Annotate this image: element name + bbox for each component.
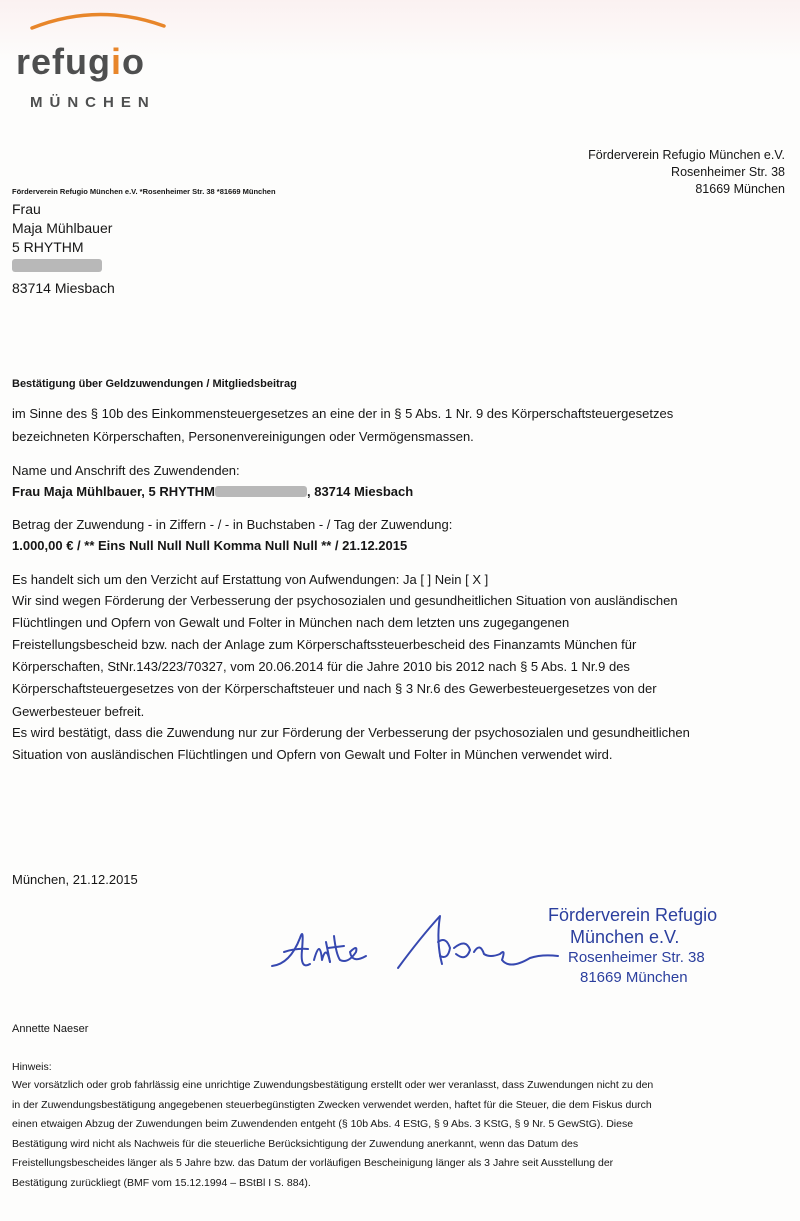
place-date: München, 21.12.2015 xyxy=(12,872,138,887)
sender-street: Rosenheimer Str. 38 xyxy=(671,165,785,179)
logo-wordmark: refugio xyxy=(16,41,146,82)
stamp-line-2: München e.V. xyxy=(570,927,680,947)
stamp-line-3: Rosenheimer Str. 38 xyxy=(568,949,705,966)
signature-icon xyxy=(270,908,560,988)
note-line-1: Wer vorsätzlich oder grob fahrlässig eine unrichtige Zuwendungsbestätigung erstellt oder wer veranlasst, dass Zuwendungen nicht zu den xyxy=(12,1079,654,1091)
note-line-6: Bestätigung zurückliegt (BMF vom 15.12.1994 – BStBl I S. 884). xyxy=(12,1177,311,1189)
donor-value-b: , 83714 Miesbach xyxy=(306,484,414,499)
donor-value xyxy=(12,481,797,502)
amount-label: Betrag der Zuwendung - in Ziffern - / - in Buchstaben - / Tag der Zuwendung: xyxy=(12,517,453,532)
intro-line-2: bezeichneten Körperschaften, Personenvereinigungen oder Vermögensmassen. xyxy=(12,429,474,444)
body-line-1: Es handelt sich um den Verzicht auf Erstattung von Aufwendungen: Ja [ ] Nein [ X ] xyxy=(12,572,489,587)
body-line-2: Wir sind wegen Förderung der Verbesserung der psychosozialen und gesundheitlichen Situation von ausländischen xyxy=(12,593,678,608)
note-title: Hinweis: xyxy=(12,1061,52,1073)
body-line-9: Situation von ausländischen Flüchtlingen und Opfern von Gewalt und Folter in München verwendet wird. xyxy=(12,747,613,762)
note-line-2: in der Zuwendungsbestätigung angegebenen steuerbegünstigten Zwecken verwendet werden, haftet für die Steuer, die dem Fiskus durch xyxy=(12,1099,652,1111)
body-line-6: Körperschaftsteuergesetzes von der Körperschaftsteuer und nach § 3 Nr.6 des Gewerbesteuergesetzes von der xyxy=(12,681,657,696)
body-line-8: Es wird bestätigt, dass die Zuwendung nur zur Förderung der Verbesserung der psychosozialen und gesundheitlichen xyxy=(12,725,690,740)
stamp-line-1: Förderverein Refugio xyxy=(548,905,718,925)
document-heading: Bestätigung über Geldzuwendungen / Mitgliedsbeitrag xyxy=(12,378,297,390)
donor-label: Name und Anschrift des Zuwendenden: xyxy=(12,463,240,478)
note-line-3: einen etwaigen Abzug der Zuwendungen beim Zuwendenden entgeht (§ 10b Abs. 4 EStG, § 9 Abs. 3 KStG, § 9 Nr. 5 GewStG). Diese xyxy=(12,1118,634,1130)
sender-city: 81669 München xyxy=(695,182,785,196)
recipient-name: Maja Mühlbauer xyxy=(12,220,113,236)
logo-arc-icon xyxy=(28,8,168,32)
return-address-line: Förderverein Refugio München e.V. *Rosenheimer Str. 38 *81669 München xyxy=(12,187,276,196)
body-line-7: Gewerbesteuer befreit. xyxy=(12,704,145,719)
note-line-4: Bestätigung wird nicht als Nachweis für die steuerliche Berücksichtigung der Zuwendung anerkannt, wenn das Datum des xyxy=(12,1138,579,1150)
body-line-3: Flüchtlingen und Opfern von Gewalt und Folter in München nach dem letzten uns zugegangenen xyxy=(12,615,570,630)
sender-name: Förderverein Refugio München e.V. xyxy=(588,148,785,162)
donor-redaction-bar xyxy=(215,486,307,497)
intro-line-1: im Sinne des § 10b des Einkommensteuergesetzes an eine der in § 5 Abs. 1 Nr. 9 des Körperschaftsteuergesetzes xyxy=(12,406,674,421)
recipient-line2: 5 RHYTHM xyxy=(12,239,84,255)
signer-name: Annette Naeser xyxy=(12,1023,89,1035)
recipient-city: 83714 Miesbach xyxy=(12,280,115,296)
recipient-salutation: Frau xyxy=(12,201,41,217)
note-line-5: Freistellungsbescheides länger als 5 Jahre bzw. das Datum der vorläufigen Bescheinigung länger als 3 Jahre seit Ausstellung der xyxy=(12,1157,614,1169)
stamp-line-4: 81669 München xyxy=(580,969,688,986)
body-line-5: Körperschaften, StNr.143/223/70327, vom 20.06.2014 für die Jahre 2010 bis 2012 nach § 5 Abs. 1 Nr.9 des xyxy=(12,659,630,674)
body-line-4: Freistellungsbescheid bzw. nach der Anlage zum Körperschaftssteuerbescheid des Finanzamts München für xyxy=(12,637,637,652)
sender-address xyxy=(540,147,785,198)
donor-value-a: Frau Maja Mühlbauer, 5 RHYTHM xyxy=(12,484,215,499)
amount-value: 1.000,00 € / ** Eins Null Null Null Komma Null Null ** / 21.12.2015 xyxy=(12,538,408,553)
logo-subline: MÜNCHEN xyxy=(30,94,156,111)
redaction-bar xyxy=(12,259,102,272)
